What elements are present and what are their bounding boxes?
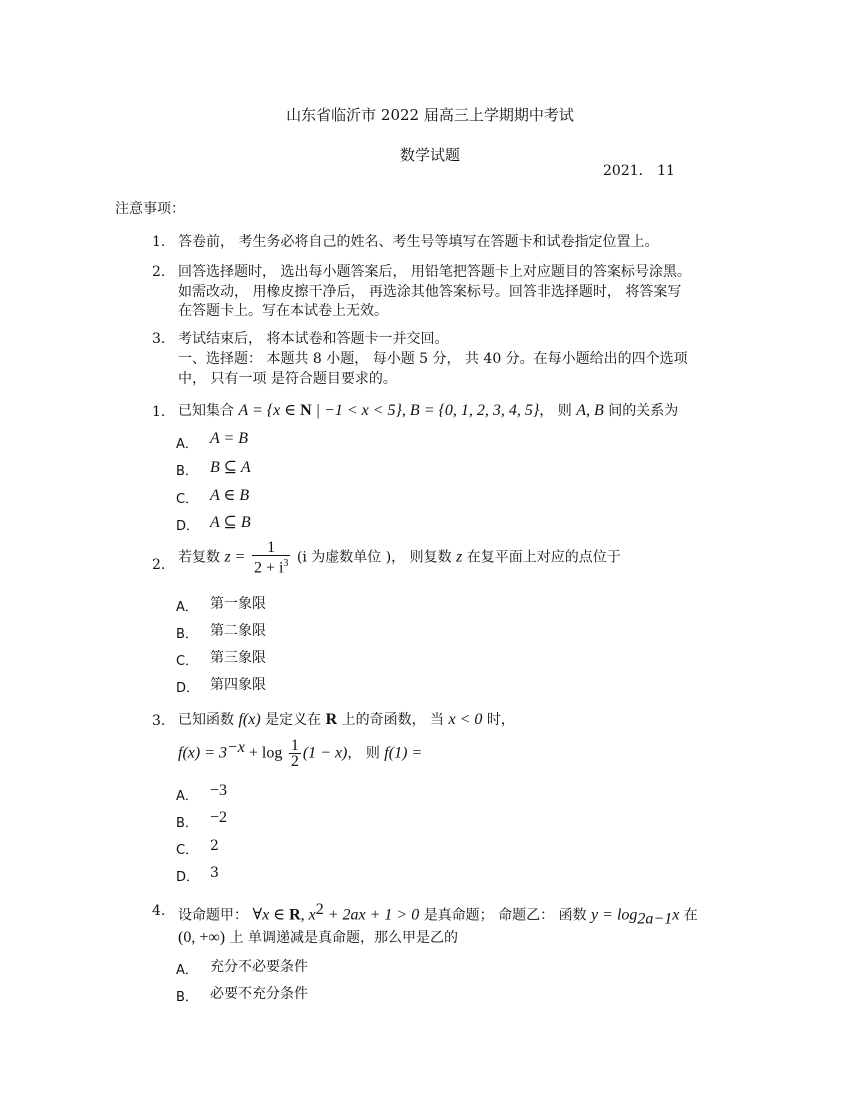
stem-text: 在 [683, 907, 698, 924]
option-label: D． [176, 681, 200, 696]
set-symbol-r: R [289, 906, 301, 924]
log-base: 2a−1 [637, 910, 673, 928]
math-z: z [456, 548, 463, 566]
math-interval: (0, +∞) [178, 929, 226, 946]
fraction [252, 540, 290, 575]
notice-number: 3. [152, 331, 166, 347]
stem-text: ， 则 [347, 745, 380, 762]
stem-text: 设命题甲： [178, 907, 248, 924]
exam-date: 2021． 11 [603, 163, 675, 179]
question-number: 2. [152, 557, 166, 573]
notice-line: 考试结束后， 将本试卷和答题卡一并交回。 [178, 331, 449, 347]
option-text: 2 [210, 838, 219, 854]
formula-argument: (1 − x) [302, 744, 348, 762]
math-exponent: 2 [315, 901, 324, 918]
stem-text: 若复数 [178, 549, 220, 566]
stem-text: 上的奇函数， 当 [341, 712, 445, 728]
option-text: A ⊆ B [210, 514, 251, 531]
denominator-exponent: 3 [283, 558, 289, 569]
stem-text: 上 单调递减是真命题，那么甲是乙的 [229, 930, 458, 946]
option-label: B． [176, 464, 198, 479]
stem-text: 间的关系为 [608, 403, 679, 419]
notice-number: 1. [152, 234, 166, 250]
fraction-denominator [252, 556, 290, 575]
option-label: A． [176, 600, 198, 615]
option-label: B． [176, 816, 198, 831]
option-text: −3 [210, 782, 228, 799]
question-stem-line2 [178, 927, 458, 949]
question-number: 1. [152, 404, 166, 420]
formula-ask: f(1) = [384, 744, 423, 762]
option-label: C． [176, 654, 199, 669]
question-stem [178, 540, 621, 575]
notice-line: 在答题卡上。写在本试卷上无效。 [178, 303, 388, 319]
stem-text: (i 为虚数单位 ) [296, 549, 392, 566]
fraction-half [289, 738, 301, 769]
option-text: A ∈ B [210, 487, 250, 504]
option-text: 第二象限 [210, 623, 266, 639]
option-text: −2 [210, 809, 228, 826]
notice-number: 2. [152, 264, 166, 280]
denominator-text: 2 + i [253, 559, 284, 577]
option-text: 必要不充分条件 [210, 986, 308, 1002]
math-function: f(x) [238, 711, 261, 728]
exam-title: 山东省临沂市 2022 届高三上学期期中考试 [286, 106, 574, 124]
stem-text: 已知函数 [178, 712, 234, 728]
notice-line: 答卷前， 考生务必将自己的姓名、考生号等填写在答题卡和试卷指定位置上。 [178, 234, 659, 250]
stem-text: ， 则 [539, 403, 572, 419]
notice-heading: 注意事项： [115, 201, 185, 217]
set-symbol-r: R [325, 711, 338, 728]
option-text: 3 [210, 865, 219, 881]
option-label: B． [176, 990, 198, 1005]
question-stem [178, 400, 678, 422]
math-log-function: y = log [591, 906, 638, 924]
math-expression: + 2ax + 1 > 0 [323, 906, 420, 924]
fraction-denominator: 2 [290, 753, 299, 770]
option-label: D． [176, 870, 200, 885]
math-vars: A, B [576, 402, 604, 419]
formula-log: + log [244, 744, 283, 762]
fraction-numerator: 1 [252, 540, 290, 556]
stem-text: 时， [486, 712, 515, 728]
math-z-equals: z = [224, 548, 246, 566]
stem-text: 在复平面上对应的点位于 [466, 549, 621, 566]
notice-line: 回答选择题时， 选出每小题答案后， 用铅笔把答题卡上对应题目的答案标号涂黑。 [178, 264, 691, 280]
option-label: D． [176, 519, 200, 534]
math-expression: , x [300, 906, 316, 924]
option-text: 第三象限 [210, 650, 266, 666]
stem-text: 是定义在 [265, 712, 322, 728]
option-text: 充分不必要条件 [210, 959, 308, 975]
option-text: B ⊆ A [210, 459, 251, 476]
stem-text: ， 则复数 [391, 549, 452, 566]
question-number: 3. [152, 713, 166, 729]
notice-line: 如需改动， 用橡皮擦干净后， 再选涂其他答案标号。回答非选择题时， 将答案写 [178, 284, 682, 300]
option-label: B． [176, 627, 198, 642]
question-number: 4. [152, 903, 166, 919]
option-label: A． [176, 437, 198, 452]
section-heading: 一、选择题： 本题共 8 小题， 每小题 5 分， 共 40 分。在每小题给出的四个选项 [178, 351, 688, 367]
set-expressions: | −1 < x < 5}, B = {0, 1, 2, 3, 4, 5} [311, 402, 540, 419]
math-x: x [672, 906, 680, 924]
math-forall: ∀x ∈ [252, 906, 290, 924]
question-stem [178, 709, 515, 731]
option-text: 第一象限 [210, 596, 266, 612]
option-label: C． [176, 843, 199, 858]
set-a-expression: A = {x ∈ [238, 402, 301, 419]
set-symbol-n: N [300, 402, 312, 419]
option-text: 第四象限 [210, 677, 266, 693]
option-text: A = B [210, 430, 249, 447]
option-label: C． [176, 492, 199, 507]
math-condition: x < 0 [448, 711, 483, 728]
stem-text: 已知集合 [178, 403, 234, 419]
exam-subtitle: 数学试题 [399, 146, 460, 164]
section-heading: 中， 只有一项 是符合题目要求的。 [178, 371, 397, 387]
question-stem [178, 899, 698, 929]
stem-text: 是真命题； 命题乙： 函数 [423, 907, 587, 924]
formula-exponent: −x [227, 738, 245, 756]
option-label: A． [176, 963, 198, 978]
question-formula [178, 738, 422, 769]
option-label: A． [176, 789, 198, 804]
formula-lhs: f(x) = 3 [178, 744, 227, 762]
fraction-numerator: 1 [290, 737, 299, 754]
